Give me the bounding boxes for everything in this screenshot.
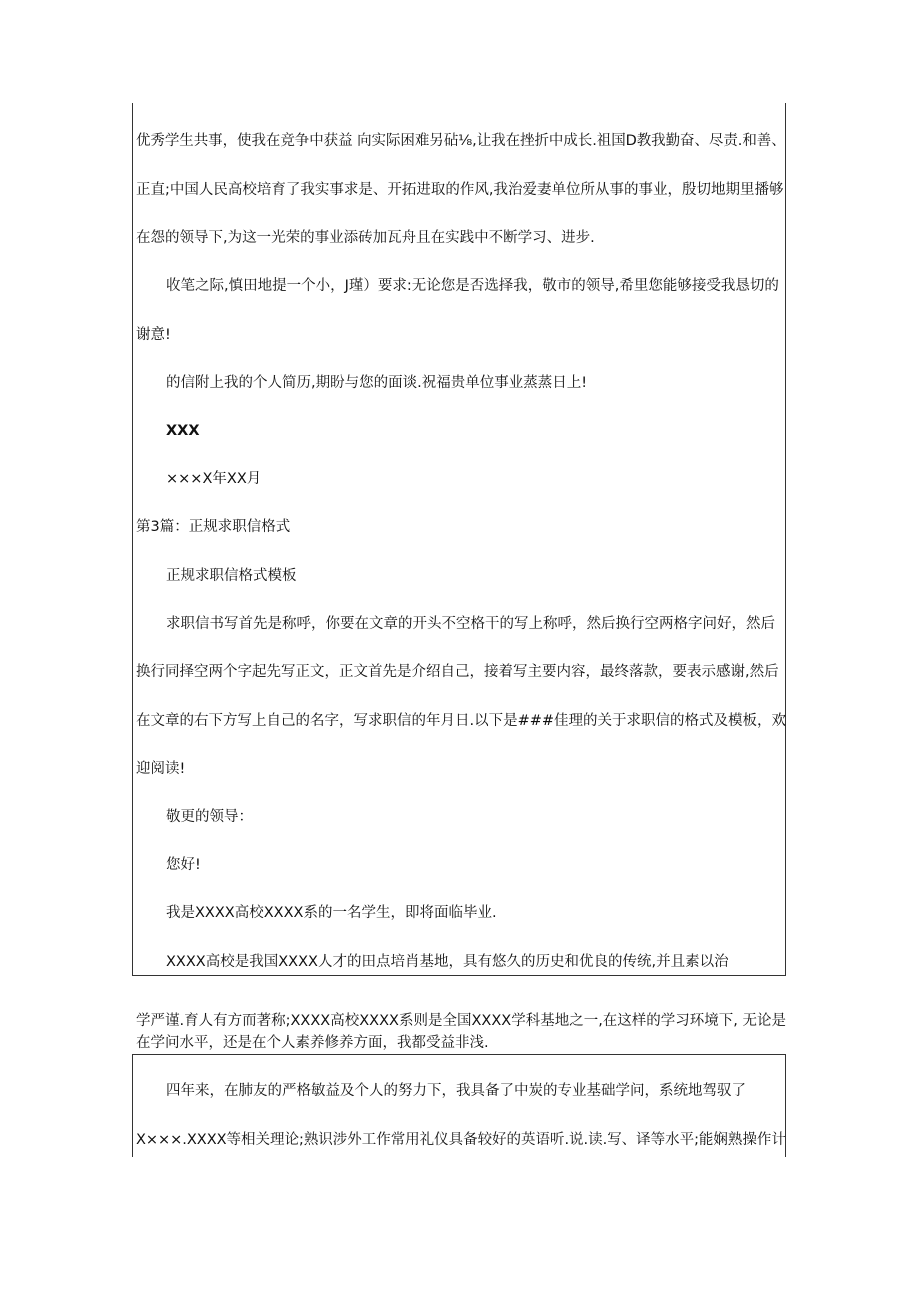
paragraph-line: 在怨的领导下,为这一光荣的事业添砖加瓦舟且在实践中不断学习、进步.: [136, 230, 595, 246]
paragraph-line: 迎阅读!: [136, 761, 186, 777]
paragraph-line: X×××.XXXX等相关理论;熟识涉外工作常用礼仪具备较好的英语听.说.读.写、译等水平;能娴熟操作计: [136, 1132, 786, 1148]
signature: XXX: [166, 423, 200, 439]
paragraph-line: 换行同择空两个字起先写正文，正文首先是介绍自己，接着写主要内容，最终落款，要表示感谢,然后: [136, 664, 779, 680]
paragraph-line: 学严谨.育人有方而著称;XXXX高校XXXX系则是全国XXXX学科基地之一,在这样的学习环境下, 无论是: [136, 1013, 787, 1029]
paragraph-line: 在文章的右下方写上自己的名字，写求职信的年月日.以下是###佳理的关于求职信的格式及模板，欢: [136, 713, 787, 729]
paragraph-line: 收笔之际,慎田地提一个小，J瑾）要求:无论您是否选择我，敬市的领导,希里您能够接受我恳切的: [166, 278, 779, 294]
paragraph-line: 我是XXXX高校XXXX系的一名学生，即将面临毕业.: [166, 905, 497, 921]
subtitle: 正规求职信格式模板: [166, 568, 297, 584]
paragraph-line: 优秀学生共事，使我在竞争中获益 向实际困难另砧⅛,让我在挫折中成长.祖国D教我勤奋、尽责.和善、: [136, 133, 786, 149]
paragraph-line: 求职信书写首先是称呼，你要在文章的开头不空格干的写上称呼，然后换行空两格字问好，然后: [166, 616, 775, 632]
paragraph-line: 四年来，在肺友的严格敏益及个人的努力下，我具备了中炭的专业基础学问，系统地驾驭了: [166, 1083, 746, 1099]
section-heading: 第3篇：正规求职信格式: [136, 519, 291, 535]
greeting: 您好!: [166, 857, 201, 873]
paragraph-line: 谢意!: [136, 327, 171, 343]
salutation: 敬更的领导：: [166, 809, 253, 825]
date-line: ×××X年XX月: [166, 471, 262, 487]
paragraph-line: 在学问水平，还是在个人素养修养方面，我都受益非浅.: [136, 1035, 489, 1051]
paragraph-line: 的信附上我的个人简历,期盼与您的面谈.祝福贵单位事业蒸蒸日上!: [166, 375, 588, 391]
paragraph-line: 正直;中国人民高校培育了我实事求是、开拓进取的作风,我治爱妻单位所从事的事业，殷切地期里播够: [136, 182, 784, 198]
paragraph-line: XXXX高校是我国XXXX人才的田点培肖基地，具有悠久的历史和优良的传统,并且素以治: [166, 954, 729, 970]
